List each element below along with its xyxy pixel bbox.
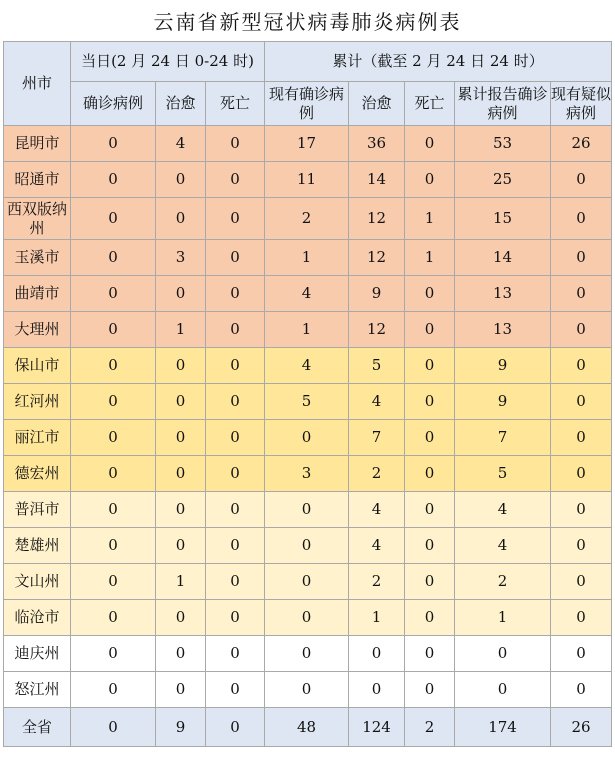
table-cell: 0 [206,126,265,162]
table-cell: 1 [405,240,455,276]
region-name: 普洱市 [4,492,71,528]
table-cell: 0 [206,492,265,528]
table-cell: 0 [405,528,455,564]
table-cell: 36 [349,126,405,162]
region-name: 昆明市 [4,126,71,162]
table-cell: 9 [349,276,405,312]
col-total-cured: 治愈 [349,82,405,126]
table-cell: 0 [405,600,455,636]
table-cell: 0 [405,636,455,672]
table-cell: 7 [349,420,405,456]
table-cell: 0 [156,672,206,708]
table-cell: 1 [265,312,349,348]
table-cell: 0 [156,636,206,672]
table-cell: 9 [455,384,551,420]
table-cell: 0 [551,384,612,420]
table-cell: 0 [71,672,156,708]
table-cell: 4 [349,528,405,564]
total-cell: 9 [156,708,206,747]
table-row [4,636,612,672]
table-cell: 3 [265,456,349,492]
table-row [4,672,612,708]
col-today-confirmed: 确诊病例 [71,82,156,126]
table-row [4,564,612,600]
table-cell: 0 [71,528,156,564]
table-row [4,348,612,384]
header-today: 当日(2 月 24 日 0-24 时) [71,42,265,82]
table-cell: 0 [71,492,156,528]
table-title: 云南省新型冠状病毒肺炎病例表 [153,9,462,34]
table-row [4,384,612,420]
table-cell: 0 [265,636,349,672]
table-cell: 0 [156,276,206,312]
col-today-deaths: 死亡 [206,82,265,126]
region-name: 临沧市 [4,600,71,636]
total-cell: 124 [349,708,405,747]
table-cell: 0 [71,384,156,420]
table-row [4,312,612,348]
table-cell: 0 [551,162,612,198]
table-cell: 0 [156,162,206,198]
table-cell: 4 [455,492,551,528]
table-cell: 0 [156,492,206,528]
table-cell: 14 [349,162,405,198]
region-name: 文山州 [4,564,71,600]
table-cell: 14 [455,240,551,276]
total-row [4,708,612,747]
table-cell: 0 [551,198,612,240]
table-cell: 2 [265,198,349,240]
table-cell: 1 [349,600,405,636]
table-cell: 0 [71,240,156,276]
total-cell: 0 [206,708,265,747]
table-cell: 0 [206,384,265,420]
table-cell: 0 [551,564,612,600]
total-label: 全省 [4,708,71,747]
table-cell: 0 [551,420,612,456]
total-cell: 2 [405,708,455,747]
total-cell: 0 [71,708,156,747]
table-cell: 0 [71,162,156,198]
table-cell: 1 [265,240,349,276]
table-cell: 0 [265,564,349,600]
table-cell: 53 [455,126,551,162]
table-cell: 0 [551,528,612,564]
table-body [4,126,612,708]
table-cell: 0 [71,348,156,384]
table-cell: 0 [551,492,612,528]
region-name: 玉溪市 [4,240,71,276]
region-name: 曲靖市 [4,276,71,312]
table-cell: 0 [405,162,455,198]
total-cell: 26 [551,708,612,747]
region-name: 西双版纳州 [4,198,71,240]
table-cell: 26 [551,126,612,162]
col-suspected: 现有疑似病例 [551,82,612,126]
table-cell: 0 [206,348,265,384]
table-cell: 0 [206,564,265,600]
table-cell: 0 [156,420,206,456]
table-cell: 0 [551,312,612,348]
table-cell: 13 [455,276,551,312]
table-cell: 0 [551,636,612,672]
table-cell: 2 [455,564,551,600]
table-cell: 0 [405,672,455,708]
table-cell: 0 [405,492,455,528]
table-cell: 0 [71,456,156,492]
table-cell: 0 [455,636,551,672]
region-name: 丽江市 [4,420,71,456]
table-cell: 0 [71,600,156,636]
col-total-deaths: 死亡 [405,82,455,126]
region-name: 昭通市 [4,162,71,198]
region-name: 德宏州 [4,456,71,492]
table-cell: 0 [405,384,455,420]
table-cell: 1 [455,600,551,636]
table-row [4,528,612,564]
table-cell: 4 [265,348,349,384]
table-cell: 0 [206,600,265,636]
region-name: 大理州 [4,312,71,348]
region-name: 红河州 [4,384,71,420]
table-cell: 0 [551,276,612,312]
table-row [4,276,612,312]
table-cell: 0 [405,420,455,456]
table-cell: 0 [455,672,551,708]
table-cell: 0 [71,564,156,600]
table-row [4,198,612,240]
table-row [4,126,612,162]
table-cell: 0 [265,492,349,528]
table-cell: 0 [206,528,265,564]
table-cell: 0 [71,312,156,348]
table-cell: 9 [455,348,551,384]
table-cell: 0 [206,276,265,312]
table-cell: 0 [206,312,265,348]
table-row [4,240,612,276]
table-cell: 0 [405,456,455,492]
table-cell: 4 [349,492,405,528]
table-cell: 0 [551,600,612,636]
table-cell: 0 [265,672,349,708]
table-cell: 15 [455,198,551,240]
table-cell: 5 [349,348,405,384]
table-cell: 0 [265,600,349,636]
table-cell: 2 [349,564,405,600]
table-cell: 2 [349,456,405,492]
table-cell: 0 [405,564,455,600]
table-cell: 0 [405,348,455,384]
table-cell: 3 [156,240,206,276]
table-cell: 0 [206,456,265,492]
table-row [4,162,612,198]
table-cell: 0 [349,636,405,672]
table-cell: 1 [156,312,206,348]
table-cell: 0 [349,672,405,708]
table-cell: 0 [156,384,206,420]
region-name: 迪庆州 [4,636,71,672]
table-cell: 4 [349,384,405,420]
table-cell: 13 [455,312,551,348]
table-cell: 0 [71,420,156,456]
table-cell: 0 [156,348,206,384]
region-name: 保山市 [4,348,71,384]
table-cell: 0 [71,198,156,240]
table-cell: 0 [265,420,349,456]
table-cell: 0 [551,672,612,708]
table-cell: 0 [405,276,455,312]
table-row [4,600,612,636]
table-cell: 0 [71,276,156,312]
table-cell: 25 [455,162,551,198]
table-cell: 0 [156,198,206,240]
table-cell: 12 [349,198,405,240]
table-cell: 17 [265,126,349,162]
total-cell: 48 [265,708,349,747]
table-cell: 5 [455,456,551,492]
header-cumulative: 累计（截至 2 月 24 日 24 时） [265,42,612,82]
table-cell: 0 [156,600,206,636]
table-cell: 4 [265,276,349,312]
table-cell: 4 [455,528,551,564]
table-cell: 0 [71,636,156,672]
region-name: 怒江州 [4,672,71,708]
table-cell: 0 [265,528,349,564]
table-cell: 12 [349,240,405,276]
table-cell: 0 [206,420,265,456]
table-cell: 4 [156,126,206,162]
table-cell: 11 [265,162,349,198]
table-cell: 0 [156,528,206,564]
table-cell: 0 [71,126,156,162]
table-row [4,456,612,492]
table-cell: 0 [551,456,612,492]
table-row [4,420,612,456]
table-row [4,492,612,528]
table-cell: 12 [349,312,405,348]
table-cell: 0 [156,456,206,492]
table-cell: 0 [405,126,455,162]
col-today-cured: 治愈 [156,82,206,126]
table-cell: 0 [551,348,612,384]
table-cell: 0 [206,198,265,240]
table-cell: 1 [156,564,206,600]
cases-table [3,41,612,747]
table-cell: 7 [455,420,551,456]
table-cell: 1 [405,198,455,240]
table-cell: 5 [265,384,349,420]
table-cell: 0 [206,162,265,198]
table-cell: 0 [551,240,612,276]
table-cell: 0 [206,240,265,276]
header-city: 州市 [4,42,71,126]
table-cell: 0 [206,636,265,672]
table-cell: 0 [405,312,455,348]
total-cell: 174 [455,708,551,747]
col-current-confirmed: 现有确诊病例 [265,82,349,126]
col-total-confirmed: 累计报告确诊病例 [455,82,551,126]
table-cell: 0 [206,672,265,708]
region-name: 楚雄州 [4,528,71,564]
